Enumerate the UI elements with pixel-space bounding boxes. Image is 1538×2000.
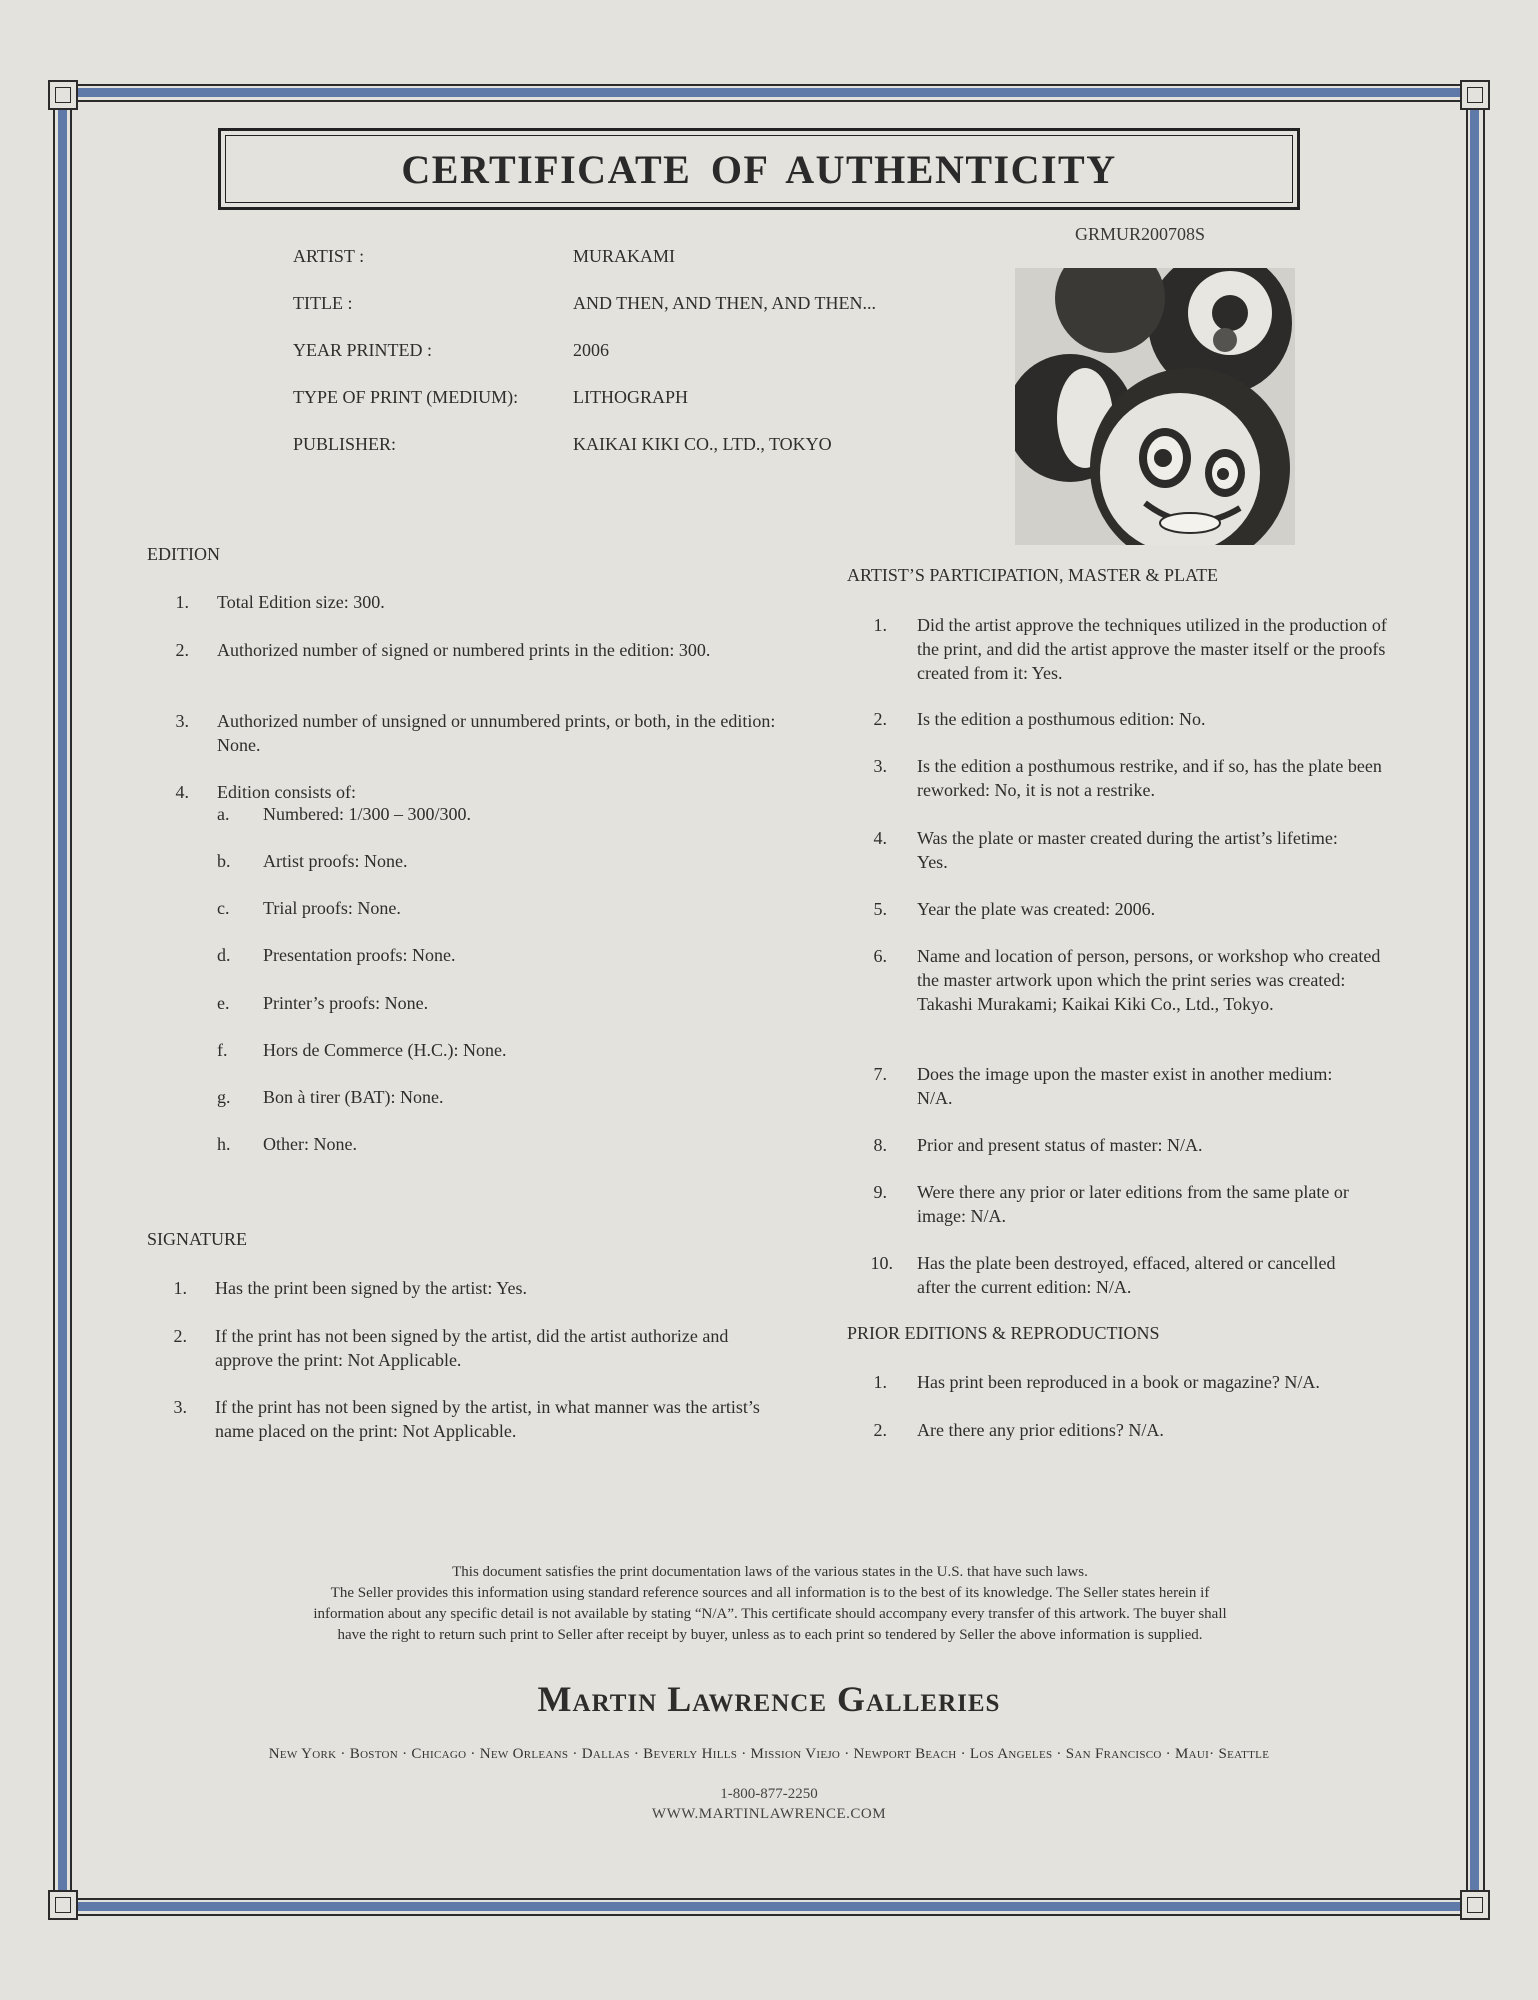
- sub-item-text: Other: None.: [263, 1134, 357, 1154]
- item-number: 1.: [873, 615, 887, 635]
- artwork-image: [1015, 268, 1295, 545]
- disclaimer-line: information about any specific detail is not available by stating “N/A”. This certificate should accompany every transfer of this artwork. The buyer shall: [313, 1606, 1227, 1622]
- sub-item-letter: c.: [217, 898, 230, 918]
- border-line-top-inner: [64, 100, 1474, 102]
- prior-editions-heading: PRIOR EDITIONS & REPRODUCTIONS: [847, 1323, 1160, 1343]
- sub-item-text: Artist proofs: None.: [263, 851, 408, 871]
- sub-item-letter: a.: [217, 804, 230, 824]
- corner-ornament-bottom-right: [1460, 1890, 1490, 1920]
- corner-ornament-bottom-left: [48, 1890, 78, 1920]
- item-text: Has the print been signed by the artist: Yes.: [215, 1278, 527, 1298]
- gallery-locations: New York · Boston · Chicago · New Orleans · Dallas · Beverly Hills · Mission Viejo · Newport Beach · Los Angeles · San Francisco · Maui· Seattle: [268, 1746, 1270, 1762]
- border-bar-top: [64, 88, 1474, 97]
- border-line-bottom-outer: [64, 1914, 1474, 1916]
- edition-heading: EDITION: [147, 544, 220, 564]
- legal-disclaimer: [180, 1562, 1360, 1646]
- item-text: Does the image upon the master exist in another medium: N/A.: [917, 1064, 1333, 1108]
- border-line-right-inner: [1466, 94, 1468, 1906]
- sub-item-text: Printer’s proofs: None.: [263, 993, 429, 1013]
- border-line-left-outer: [53, 94, 55, 1906]
- corner-ornament-top-right: [1460, 80, 1490, 110]
- item-number: 2.: [873, 1420, 887, 1440]
- title-frame: [218, 128, 1300, 210]
- border-line-left-inner: [70, 94, 72, 1906]
- item-text: Is the edition a posthumous edition: No.: [917, 709, 1206, 729]
- sub-item-letter: e.: [217, 993, 230, 1013]
- sub-item-letter: g.: [217, 1087, 231, 1107]
- item-number: 1.: [873, 1372, 887, 1392]
- item-text: Total Edition size: 300.: [217, 592, 385, 612]
- sub-item-letter: h.: [217, 1134, 231, 1154]
- info-label: TITLE :: [293, 293, 353, 313]
- sub-item-letter: d.: [217, 945, 231, 965]
- sub-item-text: Presentation proofs: None.: [263, 945, 456, 965]
- disclaimer-line: The Seller provides this information using standard reference sources and all information is to the best of its knowledge. The Seller states herein if: [330, 1585, 1210, 1601]
- info-label: YEAR PRINTED :: [293, 340, 432, 360]
- border-bar-left: [58, 94, 67, 1906]
- item-text: Year the plate was created: 2006.: [917, 899, 1156, 919]
- border-line-top-outer: [64, 84, 1474, 86]
- item-text: Has print been reproduced in a book or magazine? N/A.: [917, 1372, 1320, 1392]
- item-number: 10.: [870, 1253, 893, 1273]
- item-text: Is the edition a posthumous restrike, and if so, has the plate been reworked: No, it is not a restrike.: [917, 756, 1382, 800]
- artwork-thumbnail: [1015, 268, 1295, 545]
- item-text: Has the plate been destroyed, effaced, altered or cancelled after the current edition: N/A.: [917, 1253, 1336, 1297]
- item-number: 6.: [873, 946, 887, 966]
- item-number: 2.: [173, 1326, 187, 1346]
- sub-item-letter: f.: [217, 1040, 228, 1060]
- sub-item-text: Numbered: 1/300 – 300/300.: [263, 804, 471, 824]
- item-number: 3.: [175, 711, 189, 731]
- item-text: Authorized number of unsigned or unnumbered prints, or both, in the edition: None.: [217, 711, 776, 755]
- item-number: 1.: [173, 1278, 187, 1298]
- gallery-website: WWW.MARTINLAWRENCE.COM: [651, 1806, 887, 1822]
- item-number: 1.: [175, 592, 189, 612]
- corner-ornament-top-left: [48, 80, 78, 110]
- item-text: Was the plate or master created during the artist’s lifetime: Yes.: [917, 828, 1338, 872]
- sub-item-letter: b.: [217, 851, 231, 871]
- item-number: 4.: [873, 828, 887, 848]
- border-bar-bottom: [64, 1902, 1474, 1911]
- info-value: KAIKAI KIKI CO., LTD., TOKYO: [573, 434, 832, 454]
- info-value: AND THEN, AND THEN, AND THEN...: [573, 293, 876, 313]
- item-text: Edition consists of:: [217, 782, 356, 802]
- info-value: MURAKAMI: [573, 246, 676, 266]
- gallery-phone: 1-800-877-2250: [720, 1786, 818, 1802]
- participation-heading: ARTIST’S PARTICIPATION, MASTER & PLATE: [847, 565, 1219, 585]
- item-text: Name and location of person, persons, or workshop who created the master artwork upon which the print series was created: Takashi Murakami; Kaikai Kiki Co., Ltd., Tokyo.: [917, 946, 1381, 1014]
- item-text: If the print has not been signed by the artist, did the artist authorize and approve the print: Not Applicable.: [215, 1326, 729, 1370]
- item-text: Authorized number of signed or numbered prints in the edition: 300.: [217, 640, 711, 660]
- signature-heading: SIGNATURE: [147, 1229, 248, 1249]
- disclaimer-line: This document satisfies the print documentation laws of the various states in the U.S. that have such laws.: [452, 1564, 1088, 1580]
- gallery-name: Martin Lawrence Galleries: [537, 1679, 1001, 1719]
- item-number: 3.: [173, 1397, 187, 1417]
- item-number: 3.: [873, 756, 887, 776]
- info-value: 2006: [573, 340, 609, 360]
- item-text: Prior and present status of master: N/A.: [917, 1135, 1203, 1155]
- sub-item-text: Bon à tirer (BAT): None.: [263, 1087, 444, 1107]
- info-label: TYPE OF PRINT (MEDIUM):: [293, 387, 519, 407]
- info-value: LITHOGRAPH: [573, 387, 688, 407]
- border-bar-right: [1470, 94, 1479, 1906]
- item-number: 8.: [873, 1135, 887, 1155]
- info-label: PUBLISHER:: [293, 434, 397, 454]
- info-label: ARTIST :: [293, 246, 365, 266]
- item-number: 2.: [175, 640, 189, 660]
- border-line-bottom-inner: [64, 1898, 1474, 1900]
- certificate-title: CERTIFICATE OF AUTHENTICITY: [225, 135, 1293, 203]
- reference-number: GRMUR200708S: [1075, 224, 1206, 244]
- item-number: 2.: [873, 709, 887, 729]
- item-number: 5.: [873, 899, 887, 919]
- item-text: Did the artist approve the techniques utilized in the production of the print, and did the artist approve the master itself or the proofs created from it: Yes.: [917, 615, 1387, 683]
- item-number: 9.: [873, 1182, 887, 1202]
- item-text: Are there any prior editions? N/A.: [917, 1420, 1164, 1440]
- item-text: If the print has not been signed by the artist, in what manner was the artist’s name placed on the print: Not Applicable.: [215, 1397, 760, 1441]
- item-text: Were there any prior or later editions from the same plate or image: N/A.: [917, 1182, 1349, 1226]
- item-number: 7.: [873, 1064, 887, 1084]
- item-number: 4.: [175, 782, 189, 802]
- border-line-right-outer: [1483, 94, 1485, 1906]
- sub-item-text: Hors de Commerce (H.C.): None.: [263, 1040, 507, 1060]
- disclaimer-line: have the right to return such print to Seller after receipt by buyer, unless as to each print so tendered by Seller the above information is supplied.: [337, 1627, 1203, 1643]
- sub-item-text: Trial proofs: None.: [263, 898, 401, 918]
